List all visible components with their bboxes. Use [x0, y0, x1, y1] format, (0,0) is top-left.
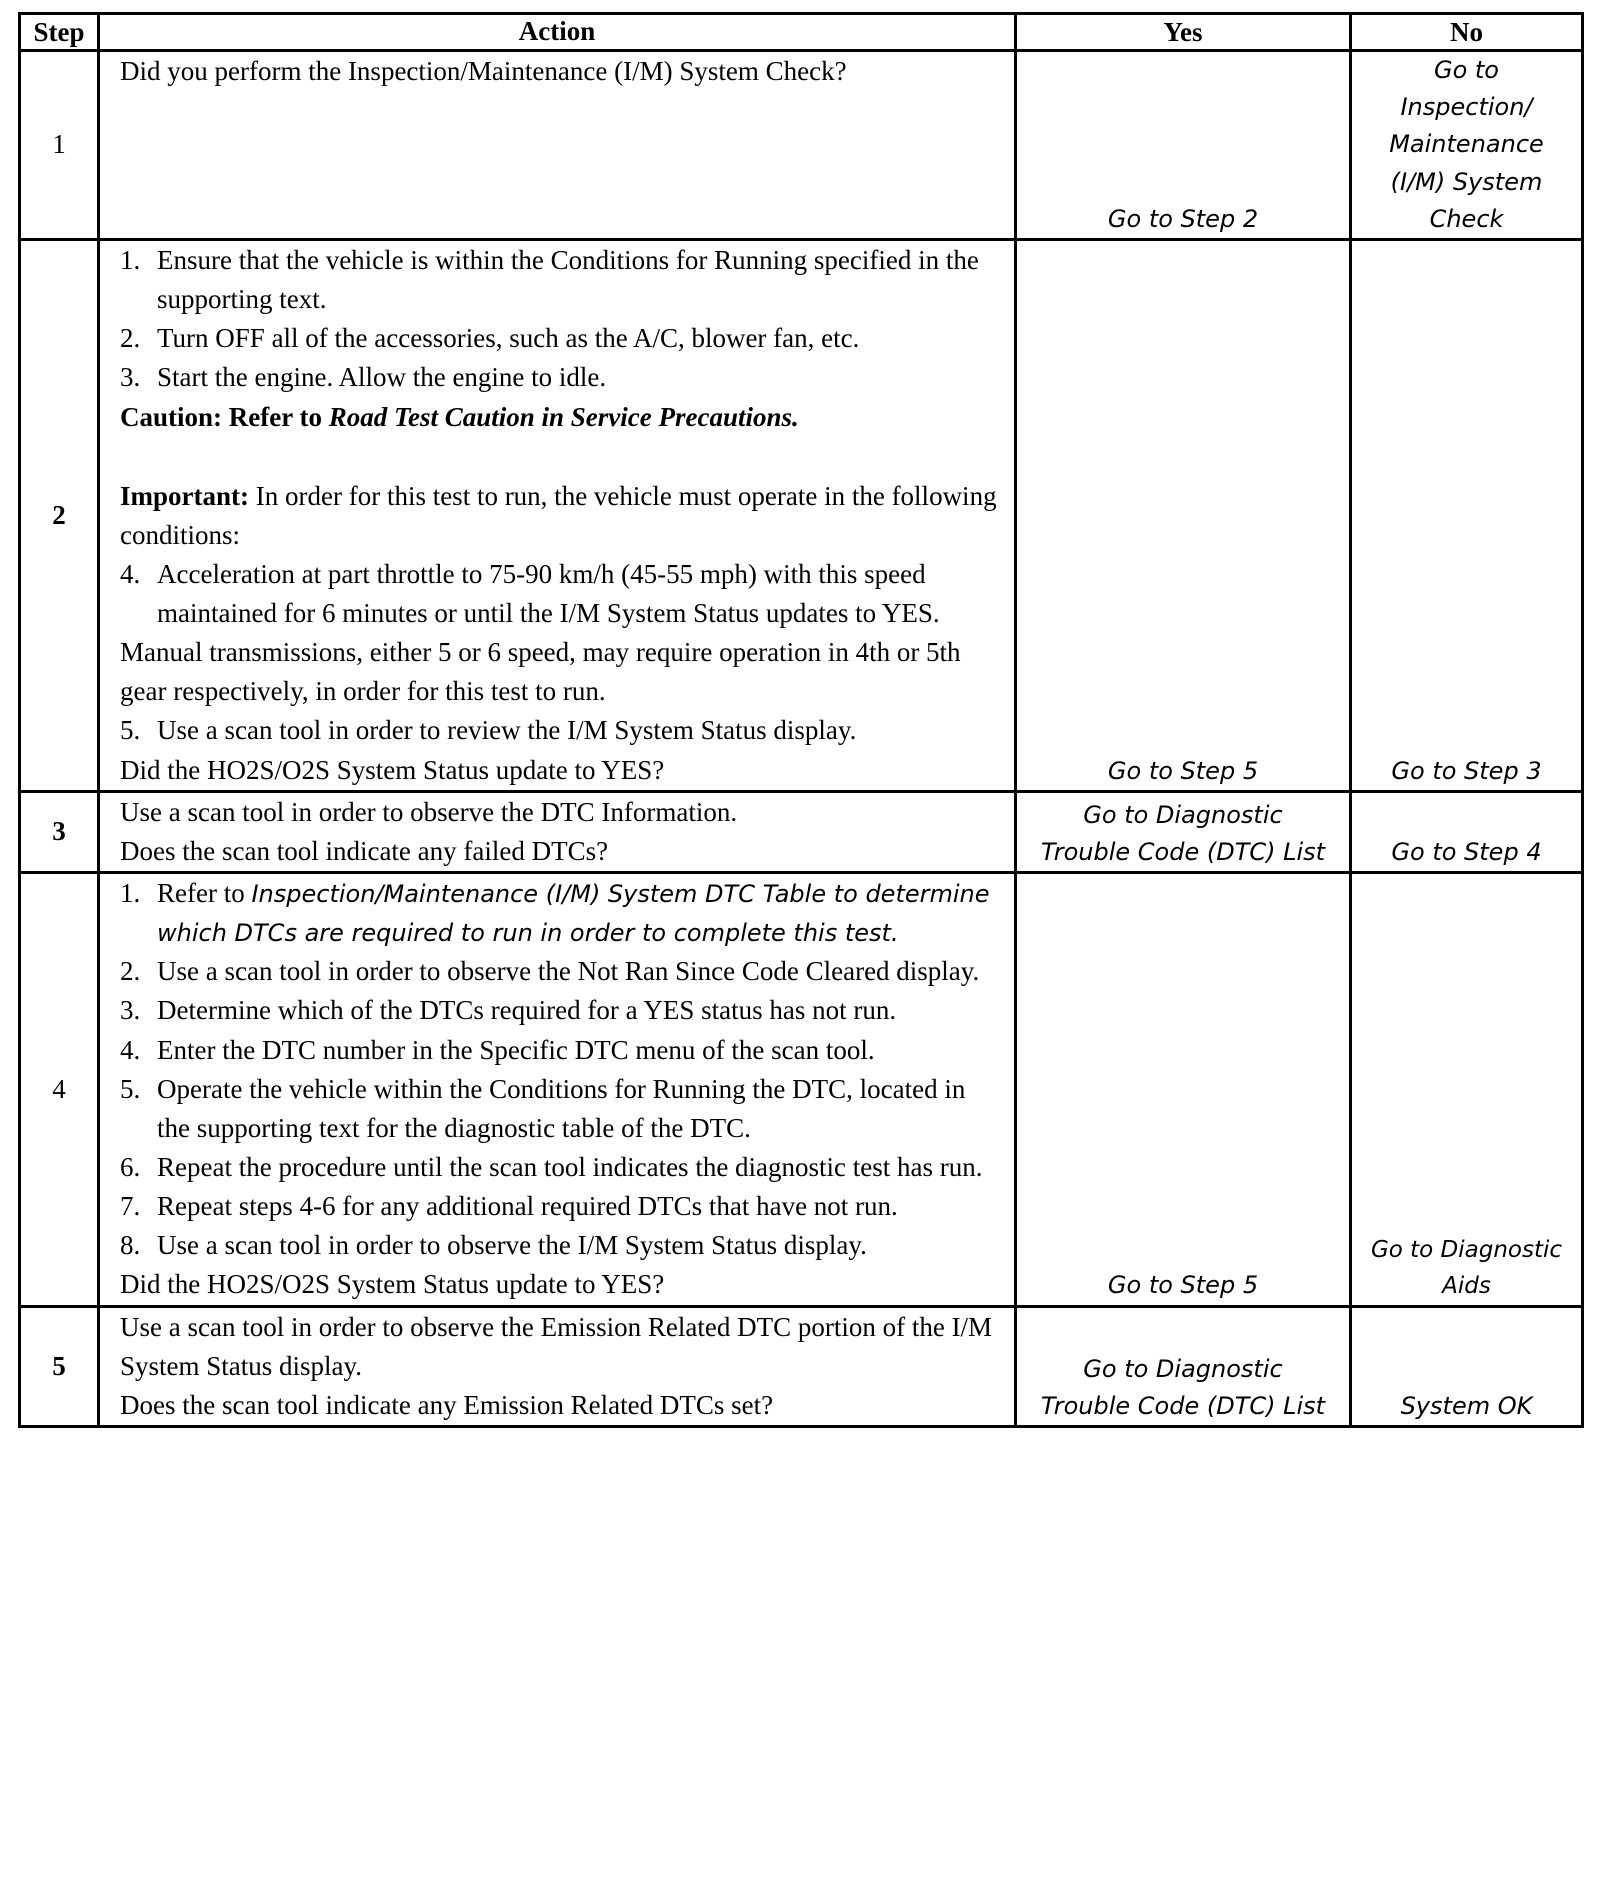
action-text: Use a scan tool in order to observe the Emission Related DTC portion of the I/M System Status display.: [120, 1311, 993, 1381]
question-text: Did you perform the Inspection/Maintenance (I/M) System Check?: [120, 56, 847, 86]
header-no: No: [1351, 14, 1583, 51]
table-row: [20, 873, 1583, 1307]
list-item: 1. Refer to Inspection/Maintenance (I/M) System DTC Table to determine which DTCs are required to run in order to complete this test.: [120, 878, 990, 948]
question-text: Does the scan tool indicate any Emission Related DTCs set?: [120, 1389, 774, 1420]
yes-link[interactable]: Go to Step 5: [1016, 873, 1351, 1307]
diagnostic-table: [18, 12, 1584, 1428]
action-cell: [99, 873, 1016, 1307]
yes-link[interactable]: Go to Step 2: [1016, 51, 1351, 240]
no-link[interactable]: Go to Diagnostic Aids: [1351, 873, 1583, 1307]
action-cell: [99, 239, 1016, 791]
caution-note: Caution: Refer to Road Test Caution in Service Precautions.: [120, 401, 799, 432]
table-row: [20, 791, 1583, 872]
yes-link[interactable]: Go to Diagnostic Trouble Code (DTC) List: [1016, 791, 1351, 872]
header-step: Step: [20, 14, 99, 51]
step-number: 1: [20, 51, 99, 240]
step-number: 3: [20, 791, 99, 872]
header-row: [20, 14, 1583, 51]
no-link[interactable]: Go to Step 4: [1351, 791, 1583, 872]
list-item: 2. Turn OFF all of the accessories, such as the A/C, blower fan, etc.: [120, 323, 860, 354]
list-item: 8. Use a scan tool in order to observe the I/M System Status display.: [120, 1230, 867, 1261]
action-cell: [99, 51, 1016, 240]
question-text: Does the scan tool indicate any failed DTCs?: [120, 835, 609, 866]
step-number: 5: [20, 1306, 99, 1426]
table-row: [20, 239, 1583, 791]
header-action: Action: [99, 14, 1016, 51]
action-text: Use a scan tool in order to observe the DTC Information.: [120, 796, 738, 827]
action-cell: [99, 791, 1016, 872]
list-item: 5. Use a scan tool in order to review the I/M System Status display.: [120, 715, 857, 746]
no-link[interactable]: System OK: [1351, 1306, 1583, 1426]
table-row: [20, 1306, 1583, 1426]
action-cell: [99, 1306, 1016, 1426]
dtc-table-reference[interactable]: Inspection/Maintenance (I/M) System DTC Table to determine which DTCs are required to run in order to complete this test.: [157, 880, 990, 948]
list-item: 3. Start the engine. Allow the engine to idle.: [120, 362, 607, 393]
list-item: 5. Operate the vehicle within the Conditions for Running the DTC, located in the supporting text for the diagnostic table of the DTC.: [120, 1073, 966, 1143]
list-item: 6. Repeat the procedure until the scan tool indicates the diagnostic test has run.: [120, 1152, 983, 1183]
list-item: 4. Enter the DTC number in the Specific DTC menu of the scan tool.: [120, 1034, 875, 1065]
list-item-note: Manual transmissions, either 5 or 6 speed, may require operation in 4th or 5th gear respectively, in order for this test to run.: [120, 637, 961, 707]
table-row: [20, 51, 1583, 240]
important-note: Important: In order for this test to run, the vehicle must operate in the following conditions:: [120, 480, 997, 550]
yes-link[interactable]: Go to Diagnostic Trouble Code (DTC) List: [1016, 1306, 1351, 1426]
list-item: 1. Ensure that the vehicle is within the Conditions for Running specified in the supporting text.: [120, 244, 979, 315]
question-text: Did the HO2S/O2S System Status update to YES?: [120, 1269, 665, 1300]
list-item: 7. Repeat steps 4-6 for any additional required DTCs that have not run.: [120, 1191, 898, 1222]
no-link[interactable]: Go to Inspection/ Maintenance (I/M) System Check: [1351, 51, 1583, 240]
question-text: Did the HO2S/O2S System Status update to YES?: [120, 754, 665, 785]
caution-reference[interactable]: Road Test Caution in Service Precautions.: [328, 401, 799, 432]
header-yes: Yes: [1016, 14, 1351, 51]
list-item: 3. Determine which of the DTCs required for a YES status has not run.: [120, 995, 897, 1026]
step-number: 2: [20, 239, 99, 791]
no-link[interactable]: Go to Step 3: [1351, 239, 1583, 791]
list-item: 4. Acceleration at part throttle to 75-90 km/h (45-55 mph) with this speed maintained for 6 minutes or until the I/M System Status updates to YES.: [120, 558, 940, 629]
yes-link[interactable]: Go to Step 5: [1016, 239, 1351, 791]
list-item: 2. Use a scan tool in order to observe the Not Ran Since Code Cleared display.: [120, 956, 980, 987]
step-number: 4: [20, 873, 99, 1307]
